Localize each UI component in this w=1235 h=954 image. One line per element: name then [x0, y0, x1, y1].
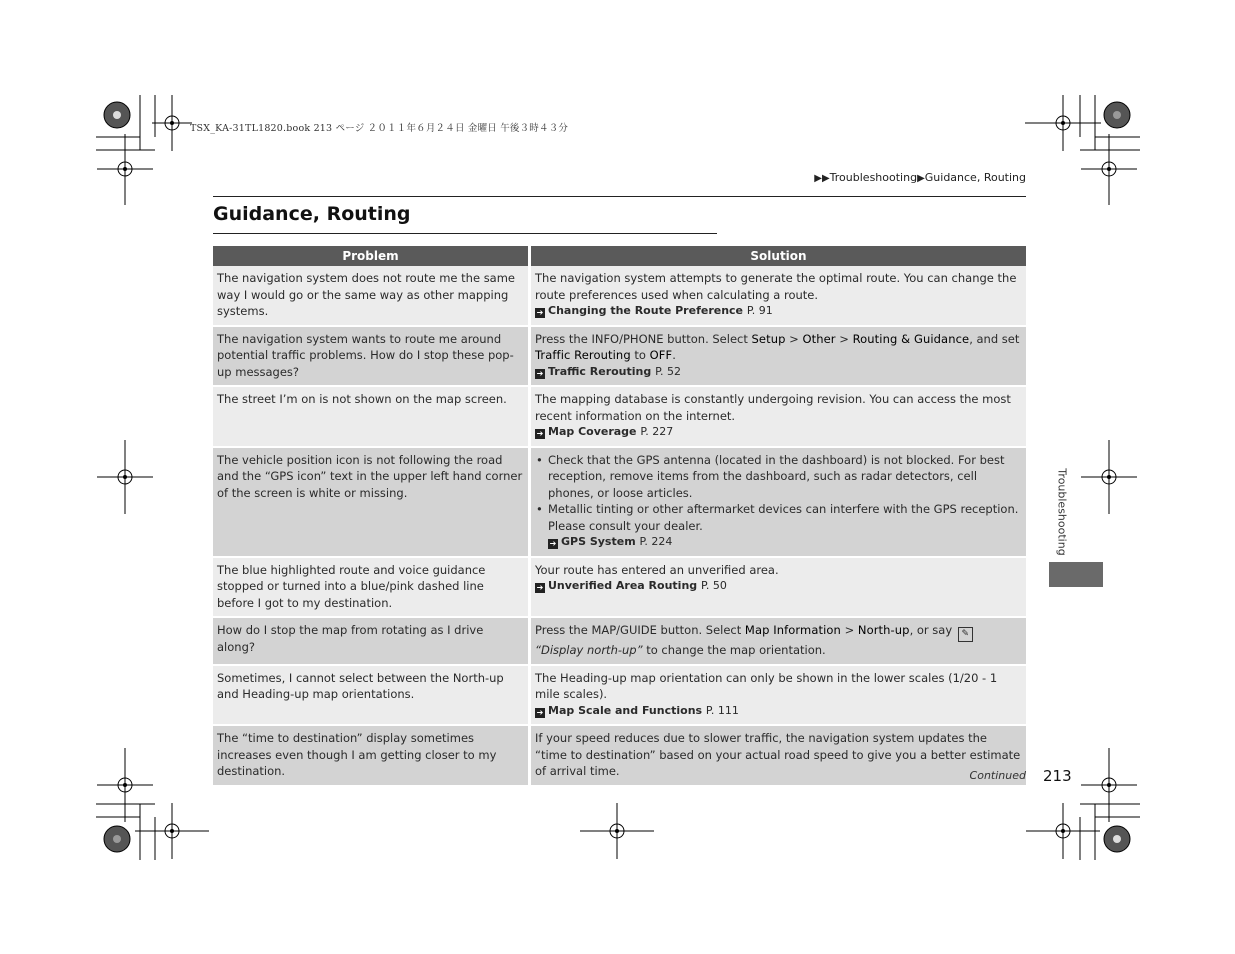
setting-value-off: OFF: [649, 348, 673, 362]
solution-cell: [531, 666, 1026, 727]
reference-page: P. 50: [701, 579, 727, 592]
page-reference-icon: ➔: [549, 539, 557, 548]
menu-item-routing-guidance: Routing & Guidance: [852, 331, 970, 346]
table-header-row: [213, 246, 1026, 266]
solution-text: The Heading-up map orientation can only be shown in the lower scales (1/20 - 1 mile scales).: [535, 670, 998, 701]
reference-title: GPS System: [561, 535, 636, 548]
reference-page: P. 52: [655, 364, 682, 378]
column-header-problem: Problem: [213, 246, 531, 266]
header-divider: [213, 196, 1026, 197]
reference-page: P. 91: [746, 304, 773, 317]
breadcrumb: [814, 171, 1026, 184]
book-file-info: TSX_KA-31TL1820.book 213 ページ ２０１１年６月２４日 金曜日 午後３時４３分: [190, 123, 569, 134]
title-divider: [213, 233, 717, 234]
problem-cell: The vehicle position icon is not following the road and the “GPS icon” text in the upper left hand corner of the screen is white or missing.: [213, 448, 531, 558]
page-title: Guidance, Routing: [213, 203, 411, 225]
solution-cell: [531, 726, 1026, 787]
troubleshooting-table: [213, 246, 1026, 787]
column-header-solution: Solution: [531, 246, 1026, 266]
table-row: [213, 558, 1026, 619]
page-reference-link[interactable]: [535, 364, 1022, 381]
table-row: [213, 618, 1026, 666]
voice-command-text: “Display north-up”: [535, 643, 643, 657]
table-row: [213, 327, 1026, 388]
page-reference-icon: ➔: [536, 583, 544, 592]
continued-label: Continued: [969, 769, 1026, 782]
problem-cell: Sometimes, I cannot select between the North-up and Heading-up map orientations.: [213, 666, 531, 727]
bullet-item: • Metallic tinting or other aftermarket devices can interfere with the GPS reception. Please consult your dealer.: [535, 501, 1022, 534]
menu-item-other: Other: [802, 331, 836, 346]
breadcrumb-arrow-icon: ▶: [917, 173, 925, 184]
reference-page: P. 111: [705, 703, 739, 717]
table-row: [213, 266, 1026, 327]
table-row: [213, 387, 1026, 448]
solution-cell: [531, 558, 1026, 619]
solution-cell: [531, 387, 1026, 448]
problem-cell: The blue highlighted route and voice guidance stopped or turned into a blue/pink dashed line before I got to my destination.: [213, 558, 531, 619]
solution-cell: [531, 327, 1026, 388]
solution-text: Press the MAP/GUIDE button. Select Map Information > North-up, or say ✎ “Display north-up” to change the map orientation.: [535, 622, 1022, 659]
reference-page: P. 227: [640, 425, 674, 438]
breadcrumb-page: Guidance, Routing: [924, 171, 1026, 184]
page-reference-link[interactable]: [535, 424, 1022, 441]
side-tab-marker[interactable]: [1049, 562, 1103, 587]
reference-title: Changing the Route Preference: [548, 304, 744, 317]
solution-text: Your route has entered an unverified area.: [535, 562, 779, 577]
page-reference-link[interactable]: [535, 578, 1022, 595]
page-reference-icon: ➔: [536, 707, 544, 717]
problem-cell: The street I’m on is not shown on the map screen.: [213, 387, 531, 448]
problem-cell: The “time to destination” display sometimes increases even though I am getting closer to my destination.: [213, 726, 531, 787]
page-reference-icon: ➔: [536, 368, 544, 378]
problem-cell: The navigation system does not route me the same way I would go or the same way as other mapping systems.: [213, 266, 531, 327]
solution-cell: [531, 266, 1026, 327]
menu-item-setup: Setup: [751, 331, 786, 346]
problem-cell: The navigation system wants to route me around potential traffic problems. How do I stop these pop-up messages?: [213, 327, 531, 388]
solution-text: The navigation system attempts to generate the optimal route. You can change the route preferences used when calculating a route.: [535, 271, 1017, 302]
menu-item-north-up: North-up: [857, 623, 910, 637]
page-reference-link[interactable]: [535, 534, 1022, 551]
table-row: [213, 666, 1026, 727]
reference-title: Map Scale and Functions: [548, 703, 703, 717]
breadcrumb-arrow-icon: ▶▶: [814, 173, 830, 184]
reference-title: Traffic Rerouting: [548, 364, 652, 378]
reference-title: Unverified Area Routing: [548, 579, 698, 592]
breadcrumb-section[interactable]: Troubleshooting: [829, 171, 918, 184]
problem-cell: How do I stop the map from rotating as I drive along?: [213, 618, 531, 666]
solution-text: If your speed reduces due to slower traffic, the navigation system updates the “time to destination” based on your actual road speed to give you a better estimate of arrival time.: [535, 731, 1021, 778]
solution-cell: [531, 618, 1026, 666]
side-tab-label: Troubleshooting: [1055, 468, 1069, 556]
voice-command-icon: ✎: [958, 627, 973, 642]
table-row: [213, 448, 1026, 558]
page-reference-link[interactable]: [535, 703, 1022, 720]
table-row: [213, 726, 1026, 787]
solution-text: The mapping database is constantly undergoing revision. You can access the most recent information on the internet.: [535, 392, 1011, 423]
page-reference-icon: ➔: [536, 429, 544, 438]
menu-item-map-information: Map Information: [744, 623, 841, 637]
solution-cell: [531, 448, 1026, 558]
page-reference-link[interactable]: [535, 303, 1022, 320]
page-reference-icon: ➔: [536, 308, 544, 317]
page-number: 213: [1043, 767, 1072, 785]
reference-title: Map Coverage: [548, 425, 637, 438]
reference-page: P. 224: [639, 535, 673, 548]
bullet-item: • Check that the GPS antenna (located in the dashboard) is not blocked. For best reception, remove items from the dashboard, such as radar detectors, cell phones, or loose articles.: [535, 452, 1022, 502]
menu-item-traffic-rerouting: Traffic Rerouting: [535, 348, 631, 362]
solution-text: Press the INFO/PHONE button. Select Setup > Other > Routing & Guidance, and set Traffic Rerouting to OFF.: [535, 331, 1020, 362]
